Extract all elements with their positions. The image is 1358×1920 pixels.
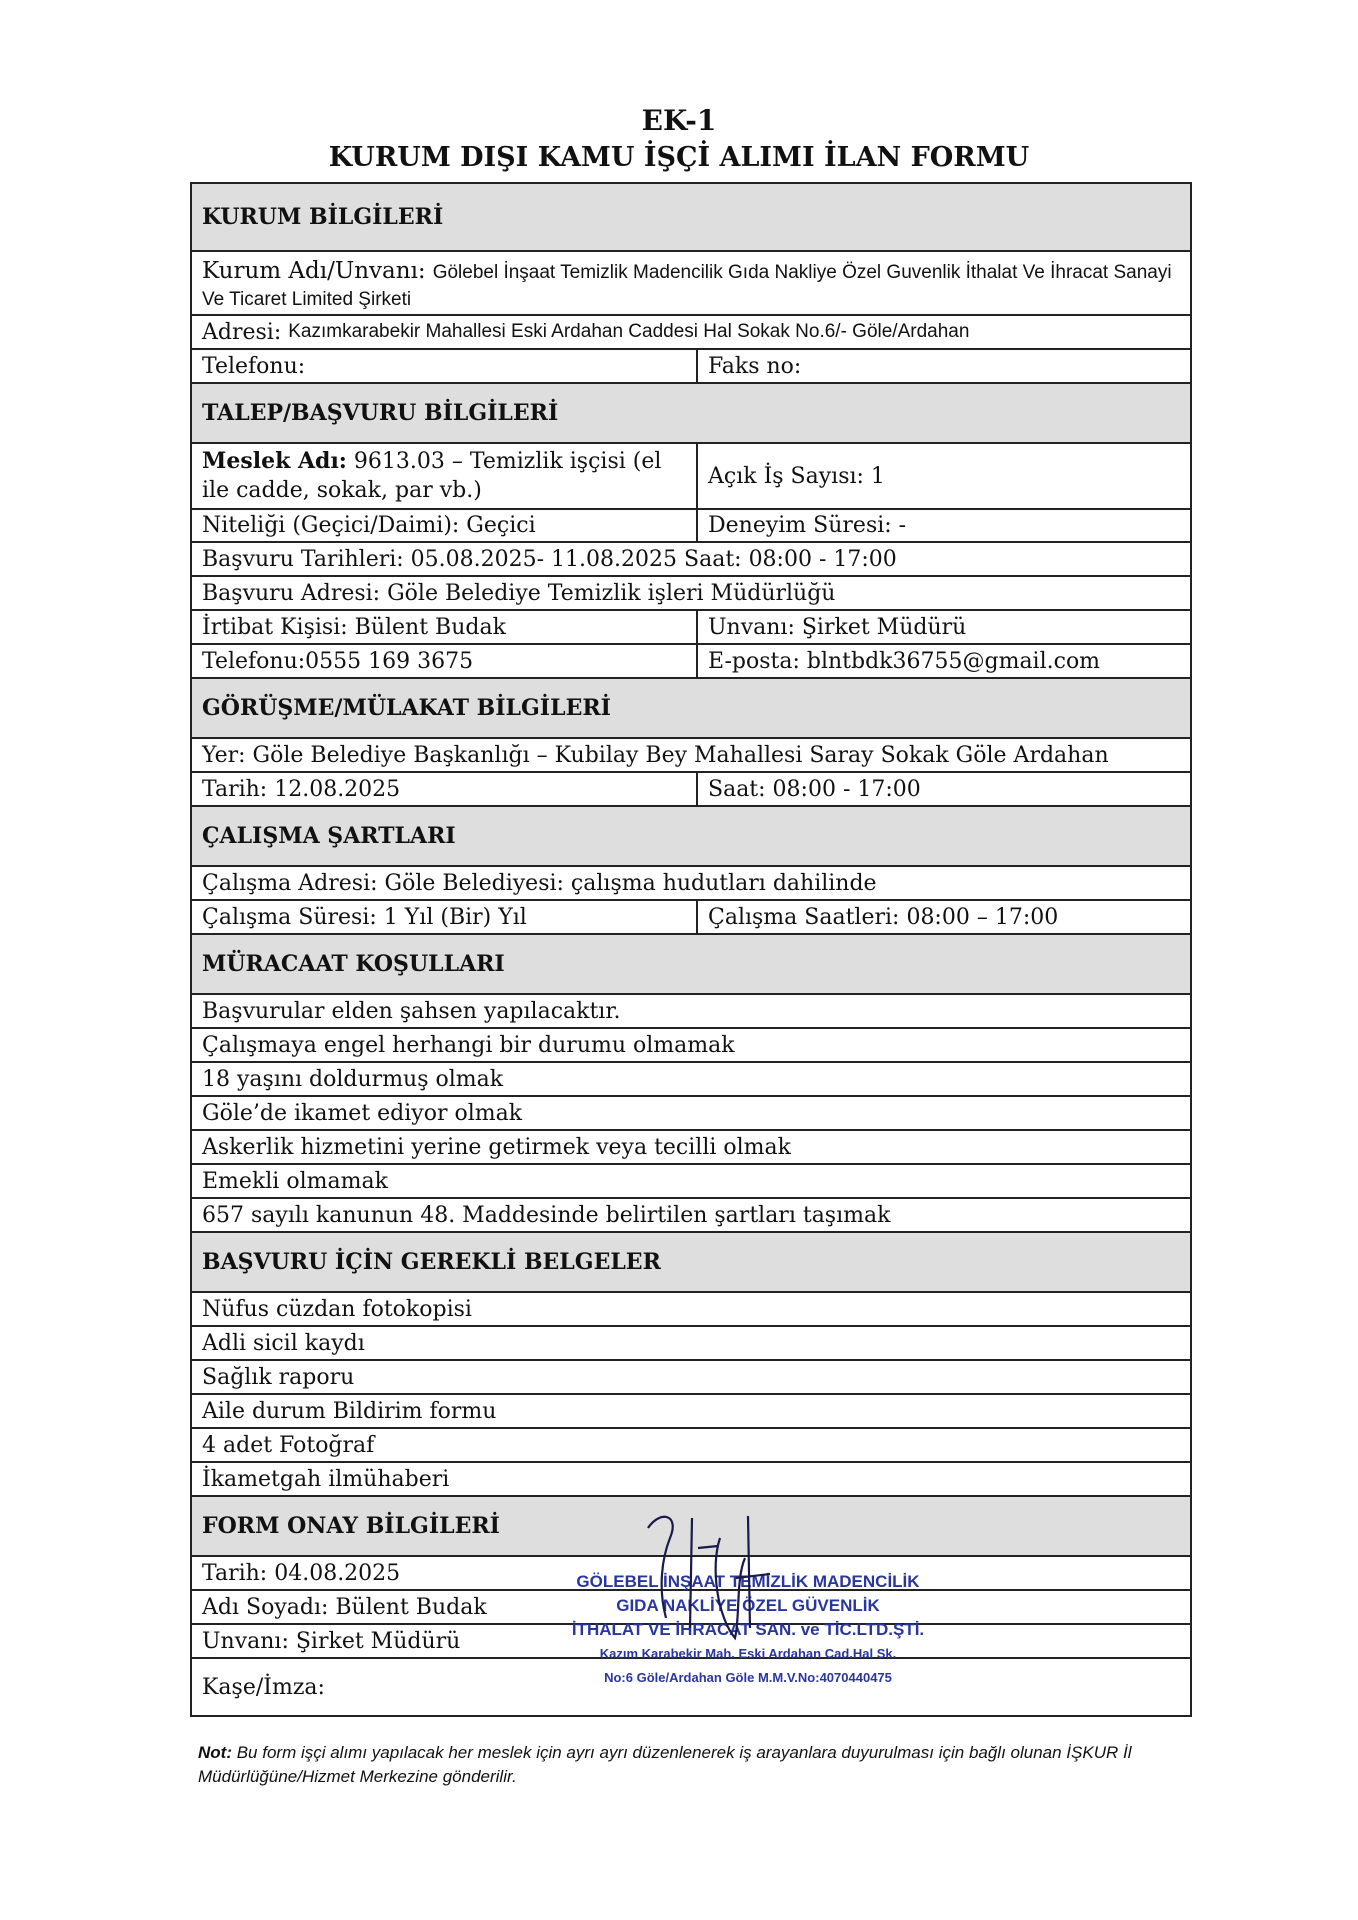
kurum-faks: Faks no: bbox=[708, 353, 802, 379]
irtibat-unvani: Unvanı: Şirket Müdürü bbox=[708, 614, 967, 640]
kurum-adi-value: Gölebel İnşaat Temizlik Madencilik Gıda Nakliye Özel Guvenlik İthalat Ve İhracat Sanayi Ve Ticaret Limited Şirketi bbox=[202, 262, 1172, 310]
belge-item-text: İkametgah ilmühaberi bbox=[202, 1466, 450, 1492]
muracaat-item-text: Başvurular elden şahsen yapılacaktır. bbox=[202, 998, 621, 1024]
calisma-suresi: Çalışma Süresi: 1 Yıl (Bir) Yıl bbox=[192, 901, 698, 933]
muracaat-item-text: 657 sayılı kanunun 48. Maddesinde belirtilen şartları taşımak bbox=[202, 1202, 891, 1228]
muracaat-item bbox=[192, 995, 1190, 1029]
muracaat-item-text: Çalışmaya engel herhangi bir durumu olmamak bbox=[202, 1032, 735, 1058]
muracaat-item-text: Emekli olmamak bbox=[202, 1168, 388, 1194]
gorusme-tarih: Tarih: 12.08.2025 bbox=[192, 773, 698, 805]
row-basvuru-tarihleri bbox=[192, 543, 1190, 577]
stamp-line: İTHALAT VE İHRACAT SAN. ve TİC.LTD.ŞTİ. bbox=[571, 1620, 925, 1639]
acik-is-sayisi: Açık İş Sayısı: 1 bbox=[708, 463, 885, 489]
basvuru-tarihleri: Başvuru Tarihleri: 05.08.2025- 11.08.2025 Saat: 08:00 - 17:00 bbox=[202, 546, 897, 572]
form-note bbox=[198, 1741, 1158, 1789]
kurum-adi-label: Kurum Adı/Unvanı: bbox=[202, 258, 426, 284]
calisma-saatleri: Çalışma Saatleri: 08:00 – 17:00 bbox=[708, 904, 1059, 930]
section-calisma-header: ÇALIŞMA ŞARTLARI bbox=[192, 807, 1190, 867]
deneyim-suresi: Deneyim Süresi: - bbox=[708, 513, 907, 538]
muracaat-item bbox=[192, 1097, 1190, 1131]
belge-item bbox=[192, 1395, 1190, 1429]
muracaat-item-text: 18 yaşını doldurmuş olmak bbox=[202, 1066, 504, 1092]
form-annex-label: EK-1 bbox=[641, 104, 717, 137]
calisma-adresi: Çalışma Adresi: Göle Belediyesi: çalışma hudutları dahilinde bbox=[202, 870, 877, 896]
section-gorusme-header: GÖRÜŞME/MÜLAKAT BİLGİLERİ bbox=[192, 679, 1190, 739]
row-iletisim bbox=[192, 645, 1190, 679]
stamp-line: GÖLEBEL İNŞAAT TEMİZLİK MADENCİLİK bbox=[576, 1572, 920, 1591]
belge-item-text: Nüfus cüzdan fotokopisi bbox=[202, 1296, 472, 1322]
muracaat-item bbox=[192, 1199, 1190, 1233]
muracaat-item-text: Askerlik hizmetini yerine getirmek veya tecilli olmak bbox=[202, 1134, 791, 1160]
muracaat-item bbox=[192, 1131, 1190, 1165]
stamp-line: GIDA NAKLİYE ÖZEL GÜVENLİK bbox=[616, 1596, 880, 1615]
stamp-line: No:6 Göle/Ardahan Göle M.M.V.No:4070440475 bbox=[604, 1670, 892, 1685]
row-meslek bbox=[192, 444, 1190, 510]
niteligi: Niteliği (Geçici/Daimi): Geçici bbox=[192, 510, 698, 541]
section-muracaat-header: MÜRACAAT KOŞULLARI bbox=[192, 935, 1190, 995]
row-basvuru-adresi bbox=[192, 577, 1190, 611]
meslek-label: Meslek Adı: bbox=[202, 448, 347, 474]
stamp-line: Kazım Karabekir Mah. Eski Ardahan Cad.Hal Sk. bbox=[599, 1646, 897, 1661]
belge-item-text: Adli sicil kaydı bbox=[202, 1330, 365, 1356]
section-talep-header: TALEP/BAŞVURU BİLGİLERİ bbox=[192, 384, 1190, 444]
row-gorusme-tarih bbox=[192, 773, 1190, 807]
note-text: Bu form işçi alımı yapılacak her meslek için ayrı ayrı düzenlenerek iş arayanlara duyurulması için bağlı olunan İŞKUR İl Müdürlüğüne/Hizmet Merkezine gönderilir. bbox=[198, 1743, 1132, 1786]
muracaat-item bbox=[192, 1165, 1190, 1199]
row-irtibat bbox=[192, 611, 1190, 645]
belge-item bbox=[192, 1429, 1190, 1463]
irtibat-kisisi: İrtibat Kişisi: Bülent Budak bbox=[192, 611, 698, 643]
section-onay-header: FORM ONAY BİLGİLERİ bbox=[192, 1497, 1190, 1557]
onay-adi-soyadi: Adı Soyadı: Bülent Budak bbox=[202, 1594, 487, 1620]
muracaat-item-text: Göle’de ikamet ediyor olmak bbox=[202, 1100, 523, 1126]
row-kurum-adres bbox=[192, 316, 1190, 350]
irtibat-telefonu: Telefonu:0555 169 3675 bbox=[192, 645, 698, 677]
note-label: Not: bbox=[198, 1743, 232, 1762]
muracaat-item bbox=[192, 1029, 1190, 1063]
row-calisma-adresi bbox=[192, 867, 1190, 901]
announcement-form-table bbox=[190, 182, 1192, 1717]
belge-item bbox=[192, 1293, 1190, 1327]
kurum-adres-value: Kazımkarabekir Mahallesi Eski Ardahan Caddesi Hal Sokak No.6/- Göle/Ardahan bbox=[288, 321, 970, 342]
onay-unvan: Unvanı: Şirket Müdürü bbox=[202, 1628, 461, 1654]
belge-item-text: 4 adet Fotoğraf bbox=[202, 1432, 375, 1458]
belge-item bbox=[192, 1361, 1190, 1395]
gorusme-saat: Saat: 08:00 - 17:00 bbox=[708, 776, 921, 802]
row-kurum-adi bbox=[192, 252, 1190, 316]
row-niteligi bbox=[192, 510, 1190, 543]
form-title: KURUM DIŞI KAMU İŞÇİ ALIMI İLAN FORMU bbox=[328, 142, 1030, 173]
basvuru-adresi: Başvuru Adresi: Göle Belediye Temizlik işleri Müdürlüğü bbox=[202, 580, 836, 606]
row-gorusme-yer bbox=[192, 739, 1190, 773]
row-kurum-telefon bbox=[192, 350, 1190, 384]
belge-item bbox=[192, 1327, 1190, 1361]
kurum-adres-label: Adresi: bbox=[202, 319, 282, 345]
section-kurum-header: KURUM BİLGİLERİ bbox=[192, 184, 1190, 252]
gorusme-yer: Yer: Göle Belediye Başkanlığı – Kubilay Bey Mahallesi Saray Sokak Göle Ardahan bbox=[202, 742, 1109, 768]
muracaat-item bbox=[192, 1063, 1190, 1097]
meslek-value: 9613.03 – Temizlik işçisi (el ile cadde, sokak, par vb.) bbox=[202, 449, 662, 503]
onay-kase-imza: Kaşe/İmza: bbox=[202, 1674, 325, 1700]
row-calisma-suresi bbox=[192, 901, 1190, 935]
belge-item-text: Sağlık raporu bbox=[202, 1364, 355, 1390]
section-belgeler-header: BAŞVURU İÇİN GEREKLİ BELGELER bbox=[192, 1233, 1190, 1293]
handwritten-signature bbox=[640, 1508, 800, 1668]
kurum-telefon: Telefonu: bbox=[192, 350, 698, 382]
belge-item-text: Aile durum Bildirim formu bbox=[202, 1398, 497, 1424]
belge-item bbox=[192, 1463, 1190, 1497]
irtibat-eposta: E-posta: blntbdk36755@gmail.com bbox=[708, 648, 1101, 674]
onay-tarih: Tarih: 04.08.2025 bbox=[202, 1560, 401, 1586]
